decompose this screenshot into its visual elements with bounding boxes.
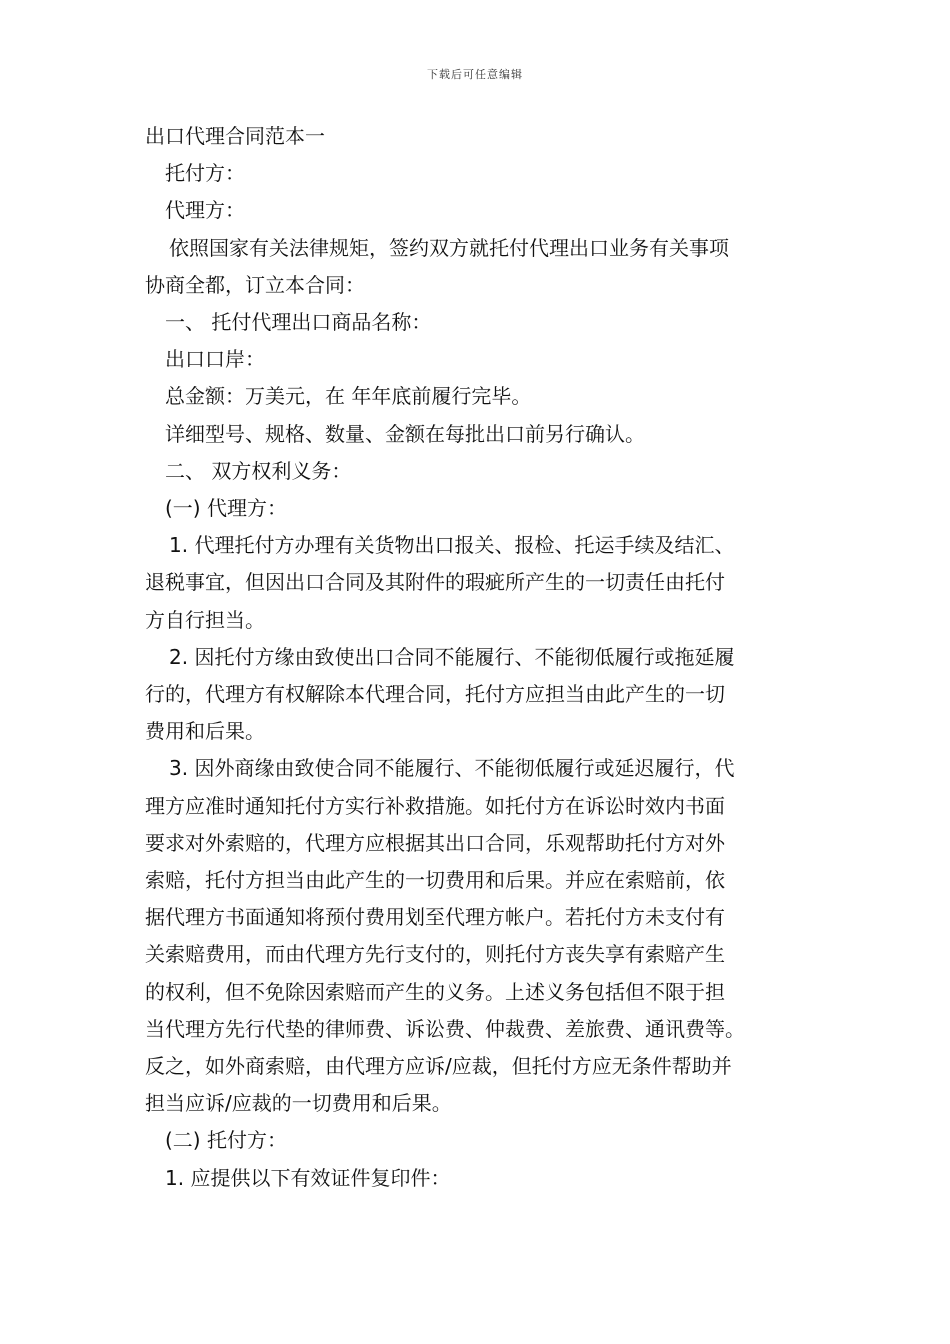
body-line: 出口口岸： — [165, 347, 265, 372]
preamble-line: 依照国家有关法律规矩，签约双方就托付代理出口业务有关事项 — [169, 235, 729, 260]
clause-line: 行的，代理方有权解除本代理合同，托付方应担当由此产生的一切 — [145, 682, 725, 707]
section-heading: 一、 托付代理出口商品名称： — [165, 310, 432, 335]
page-header: 下载后可任意编辑 — [427, 68, 523, 81]
clause-line: 费用和后果。 — [145, 719, 265, 744]
clause-line: 的权利，但不免除因索赔而产生的义务。上述义务包括但不限于担 — [145, 979, 725, 1004]
clause-line: 方自行担当。 — [145, 607, 265, 632]
clause-line: 2. 因托付方缘由致使出口合同不能履行、不能彻低履行或拖延履 — [169, 644, 735, 669]
clause-line: 理方应准时通知托付方实行补救措施。如托付方在诉讼时效内书面 — [145, 793, 725, 818]
clause-line: 反之，如外商索赔，由代理方应诉/应裁，但托付方应无条件帮助并 — [145, 1054, 732, 1079]
body-line: 详细型号、规格、数量、金额在每批出口前另行确认。 — [165, 421, 645, 446]
section-heading: 二、 双方权利义务： — [165, 458, 352, 483]
subsection-heading: (一) 代理方： — [165, 496, 287, 521]
agent-party-line: 代理方： — [165, 198, 245, 223]
clause-line: 据代理方书面通知将预付费用划至代理方帐户。若托付方未支付有 — [145, 905, 725, 930]
clause-line: 当代理方先行代垫的律师费、诉讼费、仲裁费、差旅费、通讯费等。 — [145, 1016, 745, 1041]
clause-line: 索赔，托付方担当由此产生的一切费用和后果。并应在索赔前，依 — [145, 868, 725, 893]
clause-line: 关索赔费用，而由代理方先行支付的，则托付方丧失享有索赔产生 — [145, 942, 725, 967]
clause-line: 要求对外索赔的，代理方应根据其出口合同，乐观帮助托付方对外 — [145, 830, 725, 855]
document-title: 出口代理合同范本一 — [145, 124, 325, 148]
client-party-line: 托付方： — [165, 161, 245, 186]
clause-line: 1. 应提供以下有效证件复印件： — [165, 1165, 451, 1190]
body-line: 总金额：万美元，在 年年底前履行完毕。 — [165, 384, 532, 409]
clause-line: 退税事宜，但因出口合同及其附件的瑕疵所产生的一切责任由托付 — [145, 570, 725, 595]
clause-line: 3. 因外商缘由致使合同不能履行、不能彻低履行或延迟履行，代 — [169, 756, 735, 781]
clause-line: 1. 代理托付方办理有关货物出口报关、报检、托运手续及结汇、 — [169, 533, 735, 558]
clause-line: 担当应诉/应裁的一切费用和后果。 — [145, 1091, 452, 1116]
document-body — [145, 118, 835, 1197]
preamble-line: 协商全都，订立本合同： — [145, 272, 365, 297]
subsection-heading: (二) 托付方： — [165, 1128, 287, 1153]
